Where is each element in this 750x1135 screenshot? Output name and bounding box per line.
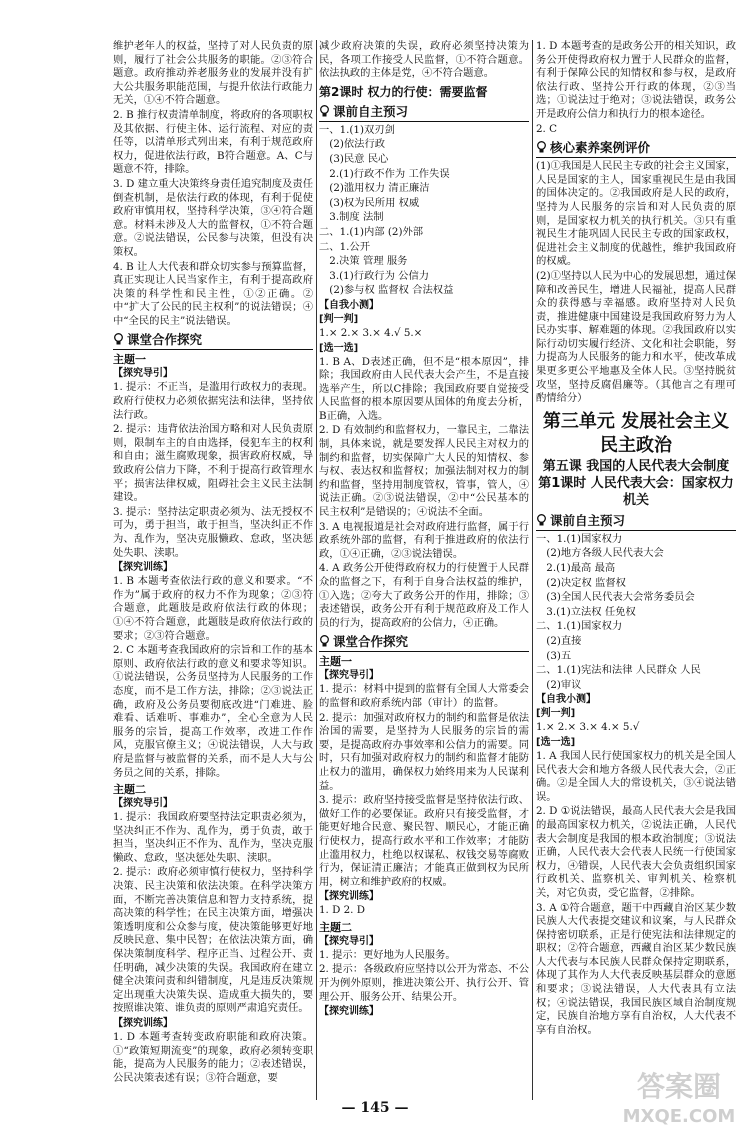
paragraph: 维护老年人的权益，坚持了对人民负责的原则，履行了社会公共服务的职能。②③符合题意。政府推动养老服务业的发展并没有扩大公共服务职能范围，与提升依法行政能力无关，①④不符合题意。	[113, 40, 313, 107]
lightbulb-icon	[113, 333, 124, 346]
topic-heading: 主题二	[319, 920, 352, 934]
column-left	[113, 40, 313, 1086]
paragraph: (2)①坚持以人民为中心的发展思想，通过保障和改善民生，增进人民福祉，提高人民群众的获得感与幸福感。政府坚持对人民负责，推进健康中国建设是我国政府努力为人民办实事、解难题的体现。②我国政府以实际行动切实履行经济、文化和社会职能，努力提高为人民服务的能力和水平，使改革成果更多更公平地惠及全体人民。③坚持脱贫攻坚，坚持反腐倡廉等。（其他言之有理可酌情给分）	[536, 269, 736, 405]
unit-title: 第三单元 发展社会主义民主政治	[542, 410, 730, 456]
paragraph: 1. D 本题考查转变政府职能和政府决策。①“政策短期流变”的现象，政府必须转变职能，提高为人民服务的能力；②表述错误，公民决策表述有误；③符合题意，要	[113, 1031, 313, 1084]
answer-line: (2)直接	[546, 635, 582, 647]
paragraph: 3. 提示：坚持法定职责必须为、法无授权不可为，勇于担当，敢于担当，坚决纠正不作为、乱作为，坚决克服懒政、怠政，坚决惩处失职、渎职。	[113, 505, 313, 559]
topic-heading: 主题一	[319, 655, 352, 669]
answer-line: (2)依法行政	[329, 138, 386, 151]
sub-label: 【探究导引】	[319, 935, 379, 947]
sub-label: 【探究训练】	[319, 1006, 379, 1018]
answer-line: 二、1.(1)国家权力	[536, 620, 623, 633]
page-number: — 145 —	[341, 1100, 409, 1116]
sub-label: 【自我小测】	[319, 299, 379, 311]
section-heading: 课堂合作探究	[113, 331, 313, 350]
answer-line: (2)地方各级人民代表大会	[546, 547, 664, 560]
sub-label: [判一判]	[536, 708, 576, 720]
paragraph: 3. A ①符合题意，题干中西藏自治区某少数民族人大代表提交建议和议案，与人民群众保持密切联系，正是行使宪法和法律规定的职权；②符合题意，西藏自治区某少数民族人大代表与本民族人民群众保持定期联系，体现了其作为人大代表反映基层群众的意愿和要求；③说法错误，人大代表具有立法权；④说法错误，我国民族区域自治制度规定，民族自治地方享有自治权，人大代表不享有自治权。	[536, 901, 736, 1036]
paragraph: 1. 提示：材料中提到的监督有全国人大常委会的监督和政府系统内部（审计）的监督。	[319, 683, 529, 709]
lightbulb-icon	[319, 105, 330, 118]
paragraph: (1)①我国是人民民主专政的社会主义国家，人民是国家的主人，国家重视民生是由我国的国体决定的。②我国政府是人民的政府，坚持为人民服务的宗旨和对人民负责的原则，是国家权力机关的执行机关。③只有重视民生才能巩固人民民主专政的国家政权，促进社会主义制度的优越性，维护我国政府的权威。	[536, 160, 736, 268]
paragraph: 1. B 本题考查依法行政的意义和要求。“不作为”属于政府的权力不作为现象；②③符合题意，此题肢是政府依法行政的体现；①④不符合题意，此题肢是政府依法行政的要求；②③符合题意。	[113, 575, 313, 642]
answer-line: (2)审议	[546, 678, 582, 691]
lightbulb-icon	[319, 635, 330, 648]
column-divider	[316, 40, 317, 1100]
column-right	[536, 40, 736, 1038]
paragraph: 2. 提示：违背依法治国方略和对人民负责原则，限制车主的自由选择，侵犯车主的权利和自由；滋生腐败现象，损害政府权威，导致政府公信力下降，不利于提高行政管理水平；损害法律权威，阻碍社会主义民主法制建设。	[113, 423, 313, 504]
paragraph: 2. 提示：政府必须审慎行使权力，坚持科学决策、民主决策和依法决策。在科学决策方面，不断完善决策信息和智力支持系统，提高决策的科学性；在民主决策方面，增强决策透明度和公众参与度，使决策能够更好地反映民意、集中民智；在依法决策方面，确保决策制度科学、程序正当、过程公开、责任明确，减少决策的失误。我国政府在建立健全决策问责和纠错制度，凡是违反决策规定出现重大决策失误、造成重大损失的，要按照谁决策、谁负责的原则严肃追究责任。	[113, 866, 313, 1015]
answer-line: 1. D 2. D	[319, 904, 365, 917]
paragraph: 3. D 建立重大决策终身责任追究制度及责任倒查机制，是依法行政的体现，有利于促使政府审慎用权，坚持科学决策，③④符合题意。材料未涉及人大的监督权，①不符合题意。②说法错误，公民参与决策，但没有决策权。	[113, 177, 313, 258]
answer-line: 1.× 2.× 3.× 4.√ 5.×	[319, 326, 423, 339]
paragraph: 2. 提示：加强对政府权力的制约和监督是依法治国的需要，是坚持为人民服务的宗旨的需要，是提高政府办事效率和公信力的需要。同时，只有加强对政府权力的制约和监督才能防止权力的滥用，确保权力始终用来为人民谋利益。	[319, 711, 529, 792]
paragraph: 1. D 本题考查的是政务公开的相关知识，政务公开使得政府权力置于人民群众的监督，有利于保障公民的知情权和参与权，是政府依法行政、坚持公开行政的体现，②③当选；①说法过于绝对；③说法错误，政务公开是政府公信力和执行力的根本途径。	[536, 40, 736, 120]
paragraph: 减少政府决策的失误，政府必须坚持决策为民，各项工作接受人民监督，①不符合题意。依法执政的主体是党，④不符合题意。	[319, 40, 529, 80]
answer-line: (3)全国人民代表大会常务委员会	[546, 591, 695, 604]
watermark-logo	[614, 1062, 744, 1130]
section-heading: 课前自主预习	[319, 103, 529, 122]
paragraph: 2. C 本题考查我国政府的宗旨和工作的基本原则、政府依法行政的意义和要求等知识。①说法错误，公务员坚持为人民服务的工作态度，而不是工作方法，排除；②③说法正确，政府及公务员要彻底改进“门难进、脸难看、话难听、事难办”，全心全意为人民服务的宗旨，提高工作效率，改进工作作风，克服官僚主义；④说法错误，人大与政府是监督与被监督的关系，而不是人大与公务员之间的关系，排除。	[113, 644, 313, 779]
sub-label: 【探究导引】	[113, 798, 173, 810]
paragraph: 2. B 推行权责清单制度，将政府的各项职权及其依据、行使主体、运行流程、对应的责任等，以清单形式列出来，有利于规范政府权力，促进依法行政，B符合题意。A、C与题意不符，排除。	[113, 108, 313, 176]
paragraph: 1. B A、D表述正确，但不是“根本原因”，排除；我国政府由人民代表大会产生，不是直接选举产生，所以C排除；我国政府要自觉接受人民监督的根本原因要从国体的角度去分析，B正确，入选。	[319, 355, 529, 422]
answer-line: 3.制度 法制	[329, 211, 384, 224]
answer-line: 2.(1)最高 最高	[546, 562, 616, 575]
column-middle	[319, 40, 529, 1019]
answer-line: 2. C	[536, 122, 557, 135]
topic-heading: 主题二	[113, 783, 146, 797]
paragraph: 4. B 让人大代表和群众切实参与预算监督，真正实现让人民当家作主，有利于提高政府决策的科学性和民主性，①②正确。②中“扩大了公民的民主权利”的说法错误；④中“全民的民主”说法错误。	[113, 260, 313, 327]
paragraph: 3. A 电视报道是社会对政府进行监督，属于行政系统外部的监督，有利于推进政府的依法行政，①④正确，②③说法错误。	[319, 520, 529, 560]
svg-text:MXQE.COM: MXQE.COM	[622, 1106, 736, 1127]
answer-line: 2.决策 管理 服务	[329, 255, 408, 268]
paragraph: 1. 提示：不正当，是滥用行政权力的表现。政府行使权力必须依据宪法和法律，坚持依法行政。	[113, 381, 313, 421]
answer-line: 3.(1)立法权 任免权	[546, 605, 636, 618]
paragraph: 4. A 政务公开使得政府权力的行使置于人民群众的监督之下，有利于自身合法权益的维护，①入选；②夸大了政务公开的作用，排除；③表述错误，政务公开有利于规范政府及工作人员的行为，提高政府的公信力，④正确。	[319, 562, 529, 629]
period-title: 第1课时 人民代表大会：国家权力机关	[538, 475, 734, 508]
answer-line: 二、1.(1)内部 (2)外部	[319, 225, 424, 238]
answer-line: (3)五	[546, 649, 572, 662]
section-heading: 课堂合作探究	[319, 633, 529, 652]
answer-line: (2)决定权 监督权	[546, 576, 626, 589]
sub-label: 【探究导引】	[319, 670, 379, 682]
answer-line: 一、1.(1)双刃剑	[319, 123, 395, 136]
topic-heading: 主题一	[113, 353, 146, 367]
answer-line: 2.(1)行政不作为 工作失误	[329, 167, 450, 180]
answer-line: (3)民意 民心	[329, 152, 389, 165]
paragraph: 1. 提示：我国政府要坚持法定职责必须为，坚决纠正不作为、乱作为，勇于负责，敢于担当，坚决纠正不作为、乱作为，坚决克服懒政、怠政，坚决惩处失职、渎职。	[113, 811, 313, 864]
lesson-title: 第五课 我国的人民代表大会制度	[542, 458, 730, 474]
sub-label: 【探究训练】	[113, 1018, 173, 1029]
section-heading: 核心素养案例评价	[536, 139, 736, 158]
answer-line: 一、1.(1)国家权力	[536, 532, 623, 545]
sub-label: 【探究训练】	[319, 891, 379, 903]
answer-line: (2)参与权 监督权 合法权益	[329, 284, 454, 297]
column-divider	[532, 40, 533, 1100]
paragraph: 2. D ①说法错误，最高人民代表大会是我国的最高国家权力机关，②说法正确，人民代表大会制度是我国的根本政治制度；③说法正确，人民代表大会代表人民统一行使国家权力，④错误，人民代表大会负责组织国家行政机关、监察机关、审判机关、检察机关，对它负责，受它监督，②排除。	[536, 805, 736, 899]
sub-label: [选一选]	[319, 342, 359, 354]
answer-line: 二、1.(1)宪法和法律 人民群众 人民	[536, 664, 701, 677]
sub-label: 【探究训练】	[113, 562, 173, 574]
answer-line: (3)权为民所用 权威	[329, 196, 420, 209]
sub-label: [判一判]	[319, 313, 359, 325]
lightbulb-icon	[536, 141, 547, 154]
answer-line: 1.× 2.× 3.× 4.× 5.√	[536, 721, 640, 734]
paragraph: 3. 提示：政府坚持接受监督是坚持依法行政、做好工作的必要保证。政府只有接受监督，才能更好地合民意、聚民智、顺民心，才能正确行使权力，提高行政水平和工作效率；才能防止滥用权力，杜绝以权谋私、权钱交易等腐败行为，保证清正廉洁；才能真正做到权为民所用，树立和维护政府的权威。	[319, 794, 529, 888]
sub-label: [选一选]	[536, 736, 576, 748]
lesson-title: 第2课时 权力的行使：需要监督	[319, 84, 488, 99]
answer-line: 二、1.公开	[319, 240, 371, 253]
paragraph: 1. 提示：更好地为人民服务。	[319, 948, 456, 961]
paragraph: 2. D 有效制约和监督权力，一靠民主，二靠法制，具体来说，就是要发挥人民民主对权力的制约和监督，切实保障广大人民的知情权、参与权、表达权和监督权；加强法制对权力的制约和监督，坚持用制度管权，管事，管人，④说法正确。②③说法错误，②中“公民基本的民主权利”是错误的；④说法不全面。	[319, 424, 529, 519]
lightbulb-icon	[536, 514, 547, 527]
svg-text:答案圈: 答案圈	[636, 1070, 722, 1103]
answer-line: (2)滥用权力 清正廉洁	[329, 182, 430, 195]
sub-label: 【自我小测】	[536, 694, 596, 706]
sub-label: 【探究导引】	[113, 368, 173, 380]
answer-line: 3.(1)行政行为 公信力	[329, 269, 430, 282]
paragraph: 2. 提示：各级政府应坚持以公开为常态、不公开为例外原则，推进决策公开、执行公开、管理公开、服务公开、结果公开。	[319, 963, 529, 1003]
section-heading: 课前自主预习	[536, 512, 736, 531]
paragraph: 1. A 我国人民行使国家权力的机关是全国人民代表大会和地方各级人民代表大会，②正确。②是全国人大的常设机关，③④说法错误。	[536, 749, 736, 803]
